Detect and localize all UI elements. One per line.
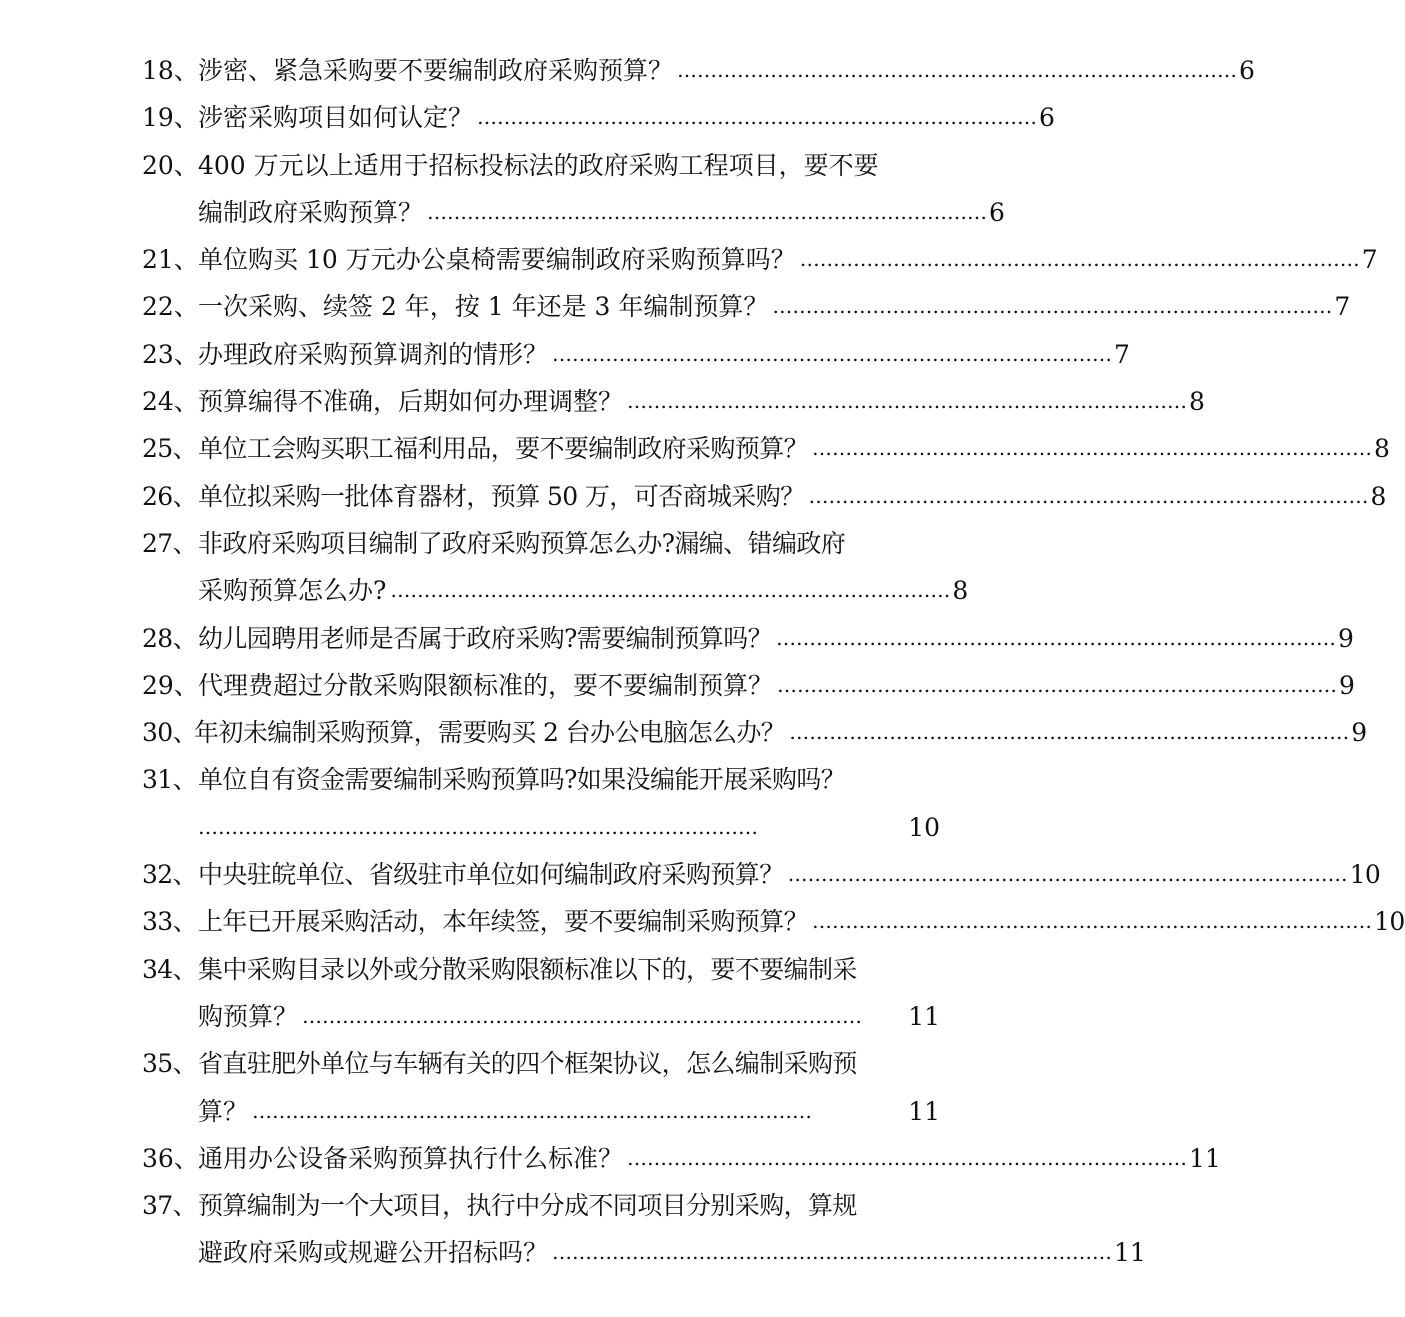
toc-number: 26、 — [142, 481, 198, 511]
toc-title: 非政府采购项目编制了政府采购预算怎么办?漏编、错编政府 — [198, 528, 846, 558]
toc-title: 代理费超过分散采购限额标准的，要不要编制预算？ — [198, 670, 774, 700]
toc-title: 单位工会购买职工福利用品，要不要编制政府采购预算？ — [198, 434, 809, 464]
toc-entry-37 — [0, 1182, 1080, 1229]
dot-leader: ………………………………………………………………………… — [812, 909, 1373, 934]
toc-title: 400 万元以上适用于招标投标法的政府采购工程项目，要不要 — [198, 150, 879, 180]
toc-entry-27-continued — [0, 567, 1080, 614]
toc-title: 省直驻肥外单位与车辆有关的四个框架协议，怎么编制采购预 — [198, 1049, 857, 1079]
dot-leader: ………………………………………………………………………… — [777, 672, 1338, 697]
toc-title: 涉密采购项目如何认定？ — [198, 103, 474, 133]
toc-title: 单位拟采购一批体育器材，预算 50 万，可否商城采购？ — [198, 481, 805, 511]
toc-page-number: 7 — [1361, 245, 1378, 275]
toc-entry-34 — [0, 946, 1080, 993]
dot-leader: ………………………………………………………………………… — [627, 389, 1188, 414]
toc-page-number: 10 — [1349, 860, 1381, 890]
toc-number: 31、 — [142, 765, 198, 795]
toc-number: 28、 — [142, 623, 198, 653]
toc-title: 预算编制为一个大项目，执行中分成不同项目分别采购，算规 — [198, 1191, 857, 1221]
dot-leader: ………………………………………………………………………… — [789, 720, 1350, 745]
toc-page-number: 9 — [1339, 670, 1355, 700]
toc-title: 单位购买 10 万元办公桌椅需要编制政府采购预算吗？ — [198, 245, 796, 275]
toc-title-continued: 算？ — [198, 1096, 249, 1126]
toc-page-number: 11 — [908, 1001, 940, 1031]
dot-leader: ………………………………………………………………………… — [808, 483, 1369, 508]
toc-title: 涉密、紧急采购要不要编制政府采购预算？ — [198, 56, 674, 85]
toc-entry-28 — [0, 615, 1354, 662]
dot-leader: ………………………………………………………………………… — [776, 625, 1337, 650]
toc-number: 32、 — [142, 860, 198, 890]
toc-entry-20-continued — [0, 189, 1080, 236]
toc-number: 22、 — [142, 292, 199, 322]
toc-entry-26 — [0, 473, 1386, 520]
toc-entry-31 — [0, 756, 1080, 803]
dot-leader: ………………………………………………………………………… — [302, 1003, 863, 1028]
toc-number: 37、 — [142, 1191, 198, 1221]
toc-title: 中央驻皖单位、省级驻市单位如何编制政府采购预算？ — [198, 860, 784, 890]
toc-number: 23、 — [142, 339, 199, 369]
dot-leader: ………………………………………………………………………… — [799, 247, 1360, 272]
toc-number: 21、 — [142, 245, 199, 275]
toc-number: 29、 — [142, 670, 199, 700]
toc-entry-21 — [0, 236, 1378, 283]
toc-title: 办理政府采购预算调剂的情形？ — [198, 339, 549, 369]
toc-entry-29 — [0, 662, 1355, 709]
toc-entry-35 — [0, 1040, 1080, 1087]
toc-number: 20、 — [142, 150, 199, 180]
dot-leader: ………………………………………………………………………… — [198, 814, 758, 839]
toc-number: 36、 — [142, 1143, 199, 1173]
dot-leader: ………………………………………………………………………… — [627, 1145, 1188, 1170]
toc-page-number: 6 — [989, 197, 1005, 227]
toc-number: 27、 — [142, 528, 198, 558]
toc-entry-30 — [0, 709, 1367, 756]
toc-number: 19、 — [142, 103, 199, 133]
dot-leader: ………………………………………………………………………… — [552, 1240, 1113, 1265]
toc-number: 34、 — [142, 954, 198, 984]
toc-page-number: 8 — [1374, 434, 1390, 464]
toc-entry-32 — [0, 851, 1381, 898]
dot-leader: ………………………………………………………………………… — [787, 862, 1348, 887]
toc-page-number: 7 — [1114, 339, 1130, 369]
dot-leader: ………………………………………………………………………… — [390, 578, 951, 603]
toc-title: 通用办公设备采购预算执行什么标准？ — [198, 1143, 624, 1173]
toc-page-number: 11 — [1114, 1238, 1146, 1268]
toc-page-number: 10 — [1374, 907, 1405, 937]
toc-page-number: 8 — [952, 576, 969, 606]
toc-title: 单位自有资金需要编制采购预算吗?如果没编能开展采购吗？ — [198, 765, 846, 795]
toc-entry-34-continued — [0, 993, 1080, 1040]
dot-leader: ………………………………………………………………………… — [812, 436, 1373, 461]
toc-title-continued: 购预算？ — [198, 1001, 299, 1031]
toc-entry-25 — [0, 425, 1390, 472]
toc-title: 预算编得不准确，后期如何办理调整？ — [198, 387, 624, 417]
toc-number: 24、 — [142, 387, 199, 417]
toc-entry-19 — [0, 94, 1080, 141]
toc-entry-24 — [0, 378, 1205, 425]
toc-page-number: 9 — [1351, 718, 1367, 748]
toc-entry-20 — [0, 142, 1080, 189]
toc-number: 33、 — [142, 907, 198, 937]
toc-title-continued: 避政府采购或规避公开招标吗？ — [198, 1238, 549, 1268]
table-of-contents — [0, 47, 1405, 1277]
toc-entry-18 — [0, 47, 1255, 94]
toc-title: 年初未编制采购预算，需要购买 2 台办公电脑怎么办？ — [194, 718, 786, 748]
dot-leader: ………………………………………………………………………… — [677, 58, 1238, 82]
dot-leader: ………………………………………………………………………… — [552, 341, 1113, 366]
toc-page-number: 10 — [908, 812, 940, 842]
toc-title-continued: 编制政府采购预算？ — [198, 197, 424, 227]
toc-entry-37-continued — [0, 1229, 1146, 1276]
toc-number: 35、 — [142, 1049, 198, 1079]
toc-entry-33 — [0, 898, 1405, 945]
toc-page-number: 6 — [1039, 103, 1055, 133]
toc-title-continued: 采购预算怎么办? — [198, 576, 387, 606]
toc-entry-23 — [0, 331, 1130, 378]
toc-page-number: 8 — [1370, 481, 1386, 511]
dot-leader: ………………………………………………………………………… — [772, 294, 1333, 319]
toc-page-number: 7 — [1334, 292, 1351, 322]
toc-page-number: 6 — [1239, 56, 1255, 85]
toc-entry-27 — [0, 520, 1080, 567]
toc-page-number: 9 — [1338, 623, 1354, 653]
toc-number: 25、 — [142, 434, 198, 464]
toc-title: 一次采购、续签 2 年，按 1 年还是 3 年编制预算？ — [198, 292, 769, 322]
dot-leader: ………………………………………………………………………… — [252, 1098, 813, 1123]
toc-entry-31-continued — [0, 804, 1080, 851]
toc-entry-35-continued — [0, 1088, 1080, 1135]
dot-leader: ………………………………………………………………………… — [427, 199, 988, 224]
toc-title: 幼儿园聘用老师是否属于政府采购?需要编制预算吗？ — [198, 623, 773, 653]
toc-entry-22 — [0, 283, 1351, 330]
toc-number: 18、 — [142, 56, 199, 85]
toc-entry-36 — [0, 1135, 1221, 1182]
toc-page-number: 8 — [1189, 387, 1205, 417]
toc-number: 30、 — [142, 718, 198, 748]
toc-title: 集中采购目录以外或分散采购限额标准以下的，要不要编制采 — [198, 954, 857, 984]
toc-title: 上年已开展采购活动，本年续签，要不要编制采购预算？ — [198, 907, 809, 937]
dot-leader: ………………………………………………………………………… — [477, 105, 1038, 130]
toc-page-number: 11 — [1189, 1143, 1221, 1173]
toc-page-number: 11 — [908, 1096, 940, 1126]
